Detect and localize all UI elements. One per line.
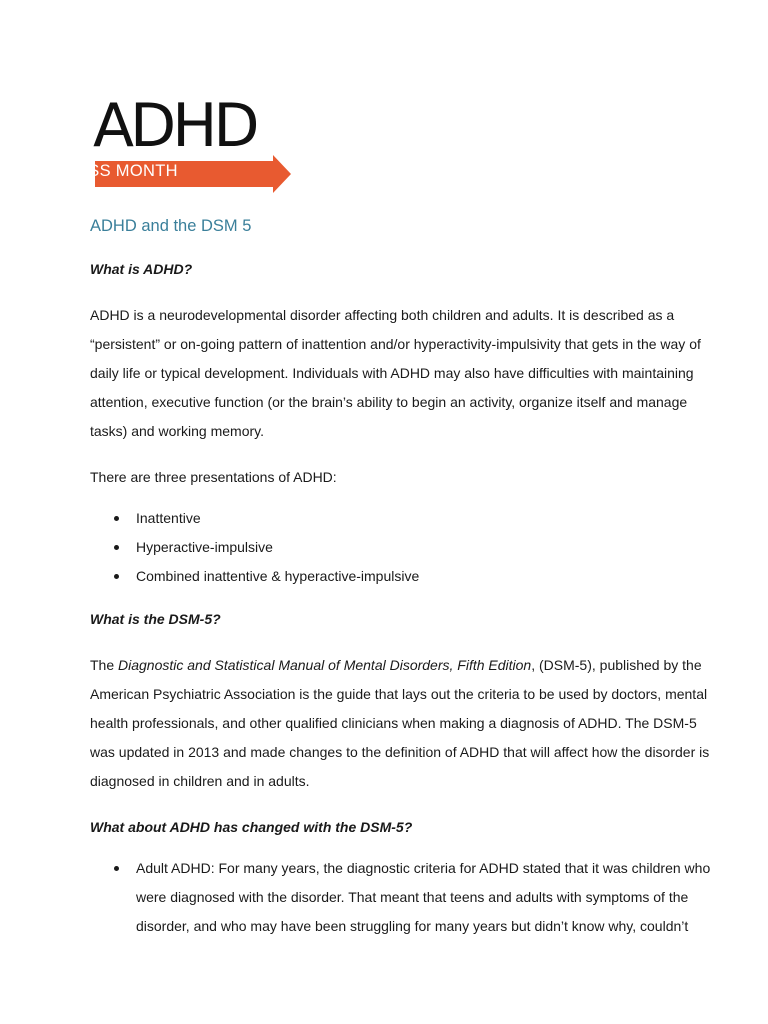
question-what-is-adhd: What is ADHD? (90, 261, 193, 277)
question-what-changed: What about ADHD has changed with the DSM-5? (90, 819, 413, 835)
list-item-label: Inattentive (136, 510, 201, 526)
list-item (90, 562, 720, 591)
presentations-list (90, 504, 720, 591)
logo-title: ADHD (93, 91, 256, 161)
paragraph-text: , (DSM-5), published by the American Psychiatric Association is the guide that lays out the criteria to be used by doctors, mental health professionals, and other qualified clinicians when making a diagnosis of ADHD. The DSM-5 was updated in 2013 and made changes to the definition of ADHD that will affect how the disorder is diagnosed in children and in adults. (90, 657, 710, 789)
bullet-icon (114, 545, 119, 550)
paragraph-presentations-intro: There are three presentations of ADHD: (90, 469, 337, 485)
question-what-is-dsm5: What is the DSM-5? (90, 611, 221, 627)
paragraph-text: The (90, 657, 119, 673)
document-body (90, 214, 720, 941)
list-item-label: Combined inattentive & hyperactive-impulsive (136, 568, 420, 584)
list-item-label: Adult ADHD: For many years, the diagnostic criteria for ADHD stated that it was children who were diagnosed with the disorder. That meant that teens and adults with symptoms of the disorder, and who may have been struggling for many years but didn’t know why, couldn’t (136, 860, 711, 934)
logo-subtitle: AWARENESS MONTH (4, 162, 178, 180)
paragraph-dsm5-description (90, 651, 720, 796)
list-item-label: Hyperactive-impulsive (136, 539, 273, 555)
list-item (90, 504, 720, 533)
document-heading: ADHD and the DSM 5 (90, 217, 252, 235)
manual-title: Diagnostic and Statistical Manual of Mental Disorders, Fifth Edition (118, 657, 532, 673)
bullet-icon (114, 866, 119, 871)
bullet-icon (114, 516, 119, 521)
list-item (90, 854, 720, 941)
bullet-icon (114, 574, 119, 579)
list-item (90, 533, 720, 562)
changes-list (90, 854, 720, 941)
paragraph-adhd-definition: ADHD is a neurodevelopmental disorder affecting both children and adults. It is described as a “persistent” or on-going pattern of inattention and/or hyperactivity-impulsivity that gets in the way of daily life or typical development. Individuals with ADHD may also have difficulties with maintaining attention, executive function (or the brain’s ability to begin an activity, organize itself and manage tasks) and working memory. (90, 307, 701, 439)
